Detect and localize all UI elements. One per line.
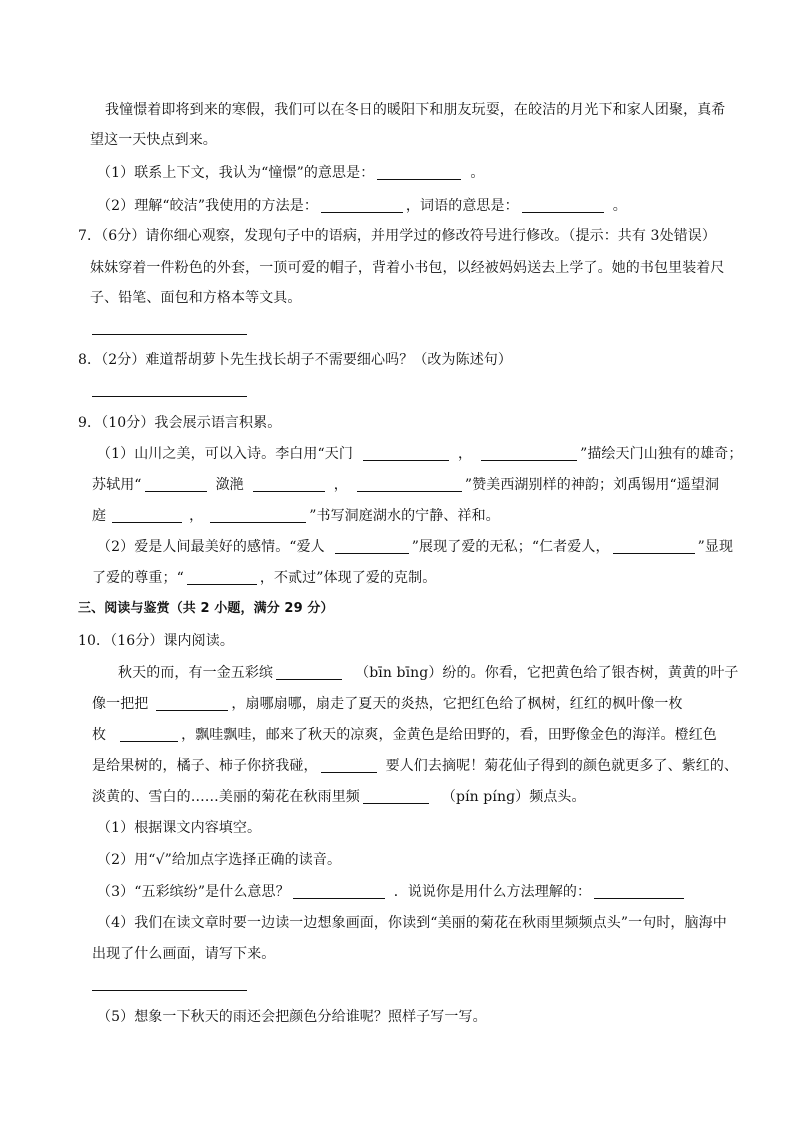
- q9-line-4: [97, 537, 733, 557]
- answer-blank[interactable]: [321, 198, 403, 213]
- q9-l3-text: 庭: [92, 508, 107, 524]
- q6-sub2-mid: ，词语的意思是：: [405, 198, 519, 214]
- q10-sub2: （2）用“√”给加点字选择正确的读音。: [97, 852, 342, 868]
- q6-sub1-end: 。: [470, 165, 485, 181]
- q10-p2-text: 像一把把: [92, 696, 149, 712]
- q10-s3-mid: ．说说你是用什么方法理解的：: [393, 884, 592, 900]
- q9-l1-comma: ，: [457, 446, 473, 462]
- answer-blank[interactable]: [112, 508, 182, 523]
- q7-sentence-line-2: 子、铅笔、面包和方格本等文具。: [90, 290, 302, 306]
- section-3-title: 三、阅读与鉴赏（共 2 小题，满分 29 分）: [78, 601, 334, 616]
- q10-p3-text: 枚: [92, 727, 107, 743]
- passage-intro-line-2: 望这一天快点到来。: [90, 132, 217, 148]
- answer-blank[interactable]: [363, 446, 449, 461]
- q10-passage-line-2: [92, 694, 683, 714]
- q10-p1-end: （bīn bīng）纷的。你看，它把黄色给了银杏树，黄黄的叶子: [355, 665, 739, 681]
- answer-blank[interactable]: [363, 789, 429, 804]
- q9-l5-text: 了爱的尊重；“: [92, 570, 184, 586]
- q6-sub1: [97, 163, 484, 183]
- q9-l5-end: ，不贰过”体现了爱的克制。: [259, 570, 437, 586]
- q10-p1-text: 秋天的而，有一金五彩缤: [118, 665, 274, 681]
- q6-sub2-text: （2）理解“皎洁”我使用的方法是：: [97, 198, 318, 214]
- q9-line-5: [92, 568, 436, 588]
- q9-l2-comma: ，: [333, 477, 348, 493]
- q10-p2-end: ，扇哪扇哪，扇走了夏天的炎热，它把红色给了枫树，红红的枫叶像一枚: [231, 696, 683, 712]
- q9-l2-text: 苏轼用“: [92, 477, 142, 493]
- q10-sub4-answer-line[interactable]: [92, 990, 247, 991]
- q10-sub4-line-2: 出现了什么画面，请写下来。: [92, 946, 276, 962]
- answer-blank[interactable]: [156, 696, 228, 711]
- q9-l3-comma: ，: [189, 508, 204, 524]
- q10-passage-line-4: [92, 756, 738, 776]
- q10-p5-text: 淡黄的、雪白的……美丽的菊花在秋雨里频: [92, 789, 360, 805]
- q6-sub2-end: 。: [612, 198, 627, 214]
- q9-l3-end: ”书写洞庭湖水的宁静、祥和。: [309, 508, 500, 524]
- q10-sub4-line-1: （4）我们在读文章时要一边读一边想象画面，你读到“美丽的菊花在秋雨里频频点头”一句时，脑海中: [97, 915, 727, 931]
- q10-passage-line-5: [92, 787, 586, 807]
- answer-blank[interactable]: [145, 477, 207, 492]
- q10-sub5: （5）想象一下秋天的雨还会把颜色分给谁呢？照样子写一写。: [97, 1009, 487, 1025]
- q9-l4-end: ”显现: [697, 539, 734, 555]
- q10-p4-text: 是给果树的，橘子、柿子你挤我碰，: [92, 758, 318, 774]
- q7-answer-line[interactable]: [92, 334, 247, 335]
- q9-title: 9．（10分）我会展示语言积累。: [78, 415, 282, 431]
- q10-passage-line-1: [118, 663, 739, 683]
- q6-sub2: [97, 196, 627, 216]
- answer-blank[interactable]: [481, 446, 577, 461]
- q9-l1-text: （1）山川之美，可以入诗。李白用“天门: [97, 446, 353, 462]
- q9-line-3: [92, 506, 500, 526]
- q9-l1-end: ”描绘天门山独有的雄奇；: [580, 446, 743, 462]
- q10-s3-text: （3）“五彩缤纷”是什么意思？: [97, 884, 290, 900]
- answer-blank[interactable]: [210, 508, 306, 523]
- q10-p4-end: 要人们去摘呢！菊花仙子得到的颜色就更多了、紫红的、: [385, 758, 739, 774]
- answer-blank[interactable]: [522, 198, 604, 213]
- answer-blank[interactable]: [293, 884, 385, 899]
- q7-sentence-line-1: 妹妹穿着一件粉色的外套，一顶可爱的帽子，背着小书包，以经被妈妈送去上学了。她的书包里装着尺: [90, 260, 725, 276]
- q10-passage-line-3: [92, 725, 717, 745]
- q9-l2-end: ”赞美西湖别样的神韵；刘禹锡用“遥望洞: [464, 477, 720, 493]
- q10-sub1: （1）根据课文内容填空。: [97, 820, 262, 836]
- answer-blank[interactable]: [321, 758, 377, 773]
- answer-blank[interactable]: [377, 165, 461, 180]
- q10-p5-end: （pín pínɡ）频点头。: [441, 789, 586, 805]
- answer-blank[interactable]: [613, 539, 695, 554]
- q9-l2-word: 潋滟: [215, 477, 244, 493]
- answer-blank[interactable]: [187, 570, 257, 585]
- q10-sub3: [97, 882, 687, 902]
- passage-intro-line-1: 我憧憬着即将到来的寒假，我们可以在冬日的暖阳下和朋友玩耍，在皎洁的月光下和家人团聚，真希: [105, 102, 726, 118]
- q8-answer-line[interactable]: [92, 396, 247, 397]
- q10-p3-end: ，飘哇飘哇，邮来了秋天的凉爽，金黄色是给田野的，看，田野像金色的海洋。橙红色: [181, 727, 717, 743]
- q6-sub1-text: （1）联系上下文，我认为“憧憬”的意思是：: [97, 165, 375, 181]
- q9-line-2: [92, 475, 719, 495]
- answer-blank[interactable]: [335, 539, 409, 554]
- q9-line-1: [97, 444, 742, 464]
- answer-blank[interactable]: [357, 477, 462, 492]
- answer-blank[interactable]: [594, 884, 684, 899]
- q9-l4-mid: ”展现了爱的无私；“仁者爱人，: [411, 539, 610, 555]
- answer-blank[interactable]: [253, 477, 325, 492]
- q10-title: 10．（16分）课内阅读。: [78, 633, 234, 649]
- q7-title: 7．（6分）请你细心观察，发现句子中的语病，并用学过的修改符号进行修改。（提示：共有 3处错误）: [78, 228, 716, 244]
- q8-title: 8．（2分）难道帮胡萝卜先生找长胡子不需要细心吗？（改为陈述句）: [78, 352, 513, 368]
- answer-blank[interactable]: [276, 665, 342, 680]
- answer-blank[interactable]: [120, 727, 178, 742]
- q9-l4-text: （2）爱是人间最美好的感情。“爱人: [97, 539, 325, 555]
